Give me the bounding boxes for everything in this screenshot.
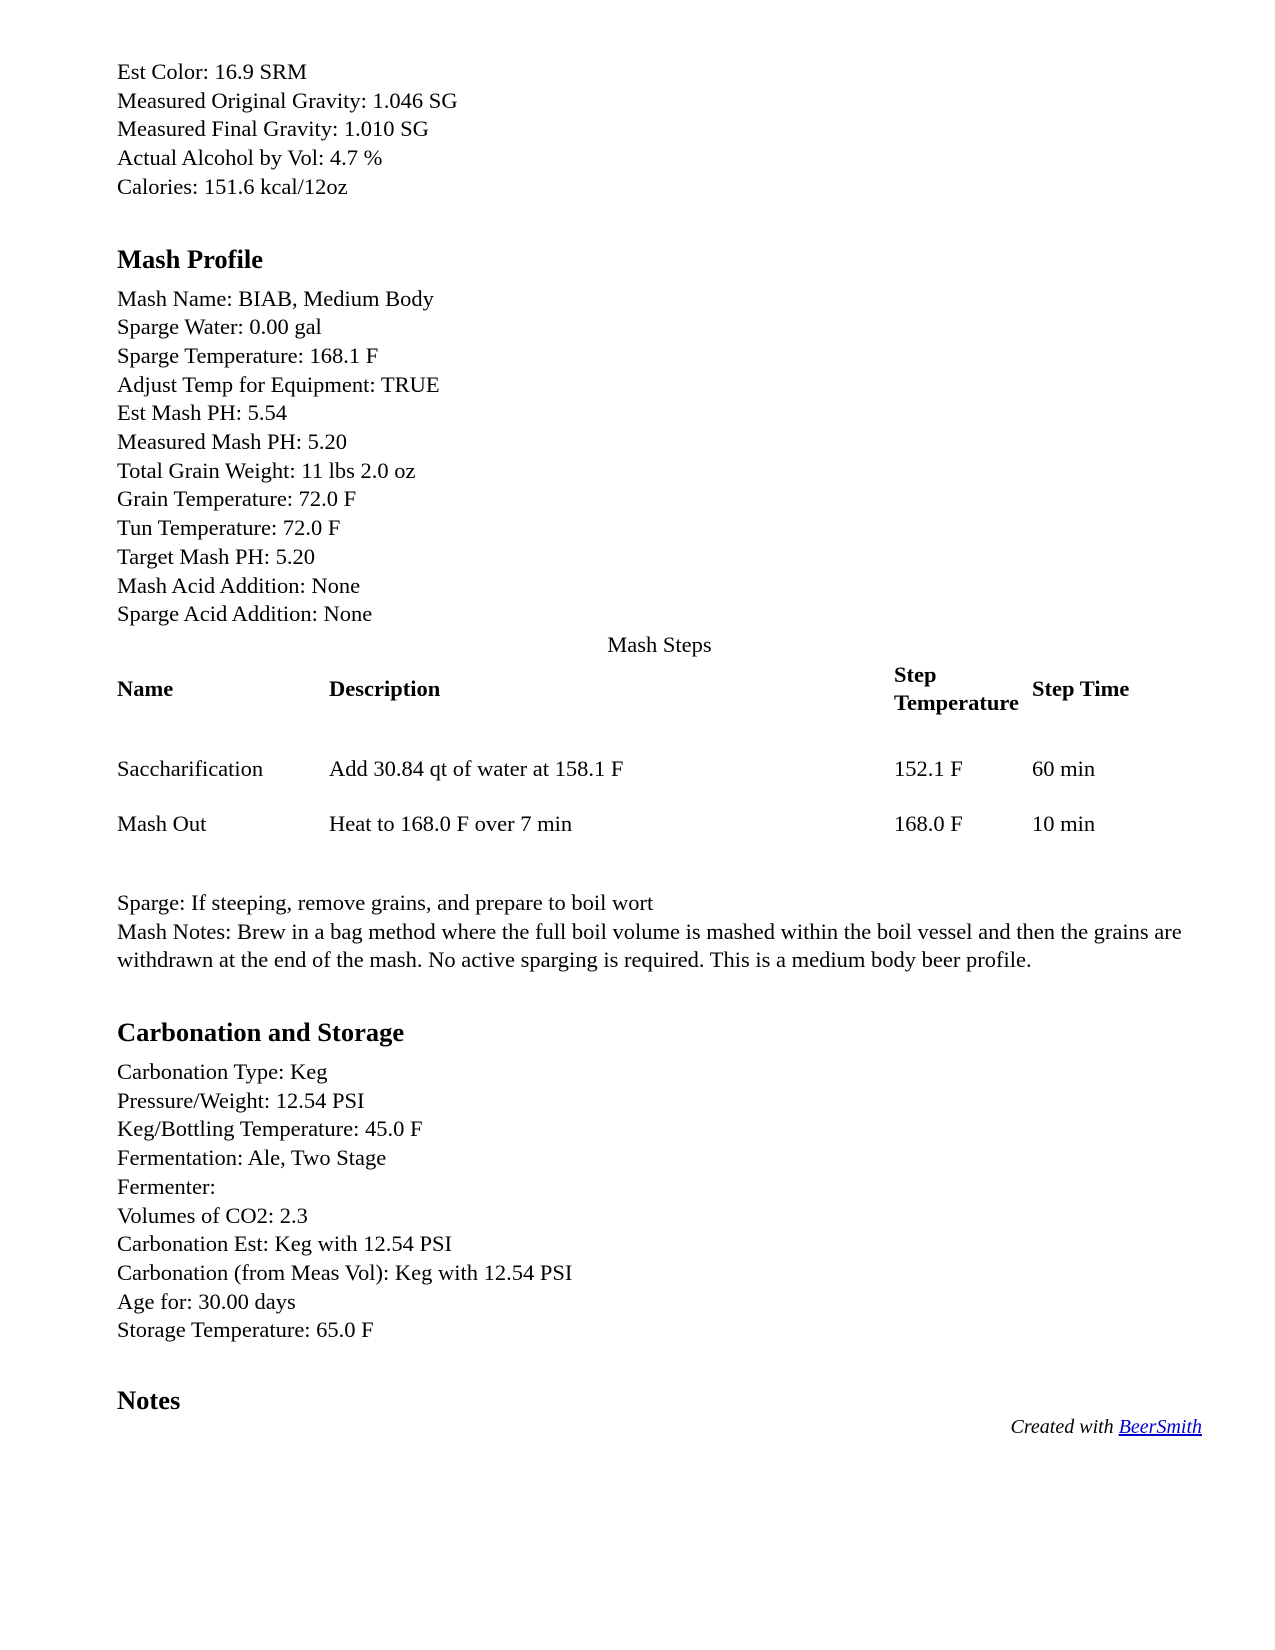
carbonation-line: Keg/Bottling Temperature: 45.0 F [117, 1116, 423, 1142]
sparge-line: Sparge: If steeping, remove grains, and prepare to boil wort [117, 889, 654, 915]
mash-notes: Mash Notes: Brew in a bag method where the full boil volume is mashed within the boil vessel and then the grains are withdrawn at the end of the mash. No active sparging is required. This is a medium body beer profile. [117, 918, 1182, 973]
carbonation-line: Fermentation: Ale, Two Stage [117, 1145, 387, 1171]
recipe-page [117, 58, 1202, 1415]
stat-line: Est Color: 16.9 SRM [117, 59, 308, 84]
mash-line: Sparge Temperature: 168.1 F [117, 342, 379, 368]
carbonation-details [117, 1058, 1202, 1345]
mash-line: Mash Name: BIAB, Medium Body [117, 285, 434, 311]
carbonation-line: Carbonation Est: Keg with 12.54 PSI [117, 1231, 452, 1257]
mash-line: Target Mash PH: 5.20 [117, 543, 315, 569]
mash-profile-heading: Mash Profile [117, 243, 263, 274]
step-name: Saccharification [117, 755, 264, 781]
mash-steps-caption: Mash Steps [607, 631, 712, 657]
mash-line: Sparge Water: 0.00 gal [117, 314, 322, 340]
step-temperature: 168.0 F [894, 810, 963, 836]
column-header-step-temperature: Step Temperature [894, 661, 1019, 715]
recipe-stats [117, 58, 1202, 202]
mash-line: Tun Temperature: 72.0 F [117, 515, 341, 541]
carbonation-line: Carbonation (from Meas Vol): Keg with 12.54 PSI [117, 1259, 573, 1285]
footer-prefix: Created with [1010, 1416, 1119, 1438]
stat-line: Measured Original Gravity: 1.046 SG [117, 87, 458, 113]
mash-line: Total Grain Weight: 11 lbs 2.0 oz [117, 457, 416, 483]
mash-line: Mash Acid Addition: None [117, 572, 361, 598]
carbonation-line: Age for: 30.00 days [117, 1288, 296, 1314]
notes-heading: Notes [117, 1385, 181, 1416]
carbonation-line: Fermenter: [117, 1173, 216, 1199]
beersmith-link[interactable]: BeerSmith [1118, 1416, 1202, 1438]
carbonation-line: Volumes of CO2: 2.3 [117, 1202, 308, 1228]
mash-line: Adjust Temp for Equipment: TRUE [117, 371, 440, 397]
step-description: Add 30.84 qt of water at 158.1 F [329, 755, 624, 781]
mash-line: Grain Temperature: 72.0 F [117, 486, 357, 512]
step-name: Mash Out [117, 810, 207, 836]
step-temperature: 152.1 F [894, 755, 963, 781]
stat-line: Measured Final Gravity: 1.010 SG [117, 116, 429, 142]
table-header-row [117, 659, 1202, 741]
mash-steps-table [117, 659, 1202, 851]
mash-line: Sparge Acid Addition: None [117, 601, 373, 627]
footer-credit [1011, 1416, 1202, 1439]
table-row [117, 796, 1202, 851]
stat-line: Actual Alcohol by Vol: 4.7 % [117, 145, 383, 171]
step-description: Heat to 168.0 F over 7 min [329, 810, 573, 836]
column-header-description: Description [329, 675, 441, 701]
mash-line: Measured Mash PH: 5.20 [117, 429, 347, 455]
step-time: 60 min [1032, 755, 1096, 781]
stat-line: Calories: 151.6 kcal/12oz [117, 173, 348, 199]
column-header-step-time: Step Time [1032, 675, 1130, 701]
table-row [117, 741, 1202, 796]
mash-line: Est Mash PH: 5.54 [117, 400, 288, 426]
mash-profile-details [117, 285, 1202, 629]
step-time: 10 min [1032, 810, 1096, 836]
mash-notes-block [117, 889, 1202, 975]
carbonation-line: Carbonation Type: Keg [117, 1059, 328, 1085]
carbonation-line: Pressure/Weight: 12.54 PSI [117, 1087, 365, 1113]
carbonation-heading: Carbonation and Storage [117, 1017, 405, 1048]
carbonation-line: Storage Temperature: 65.0 F [117, 1317, 374, 1343]
column-header-name: Name [117, 675, 174, 701]
